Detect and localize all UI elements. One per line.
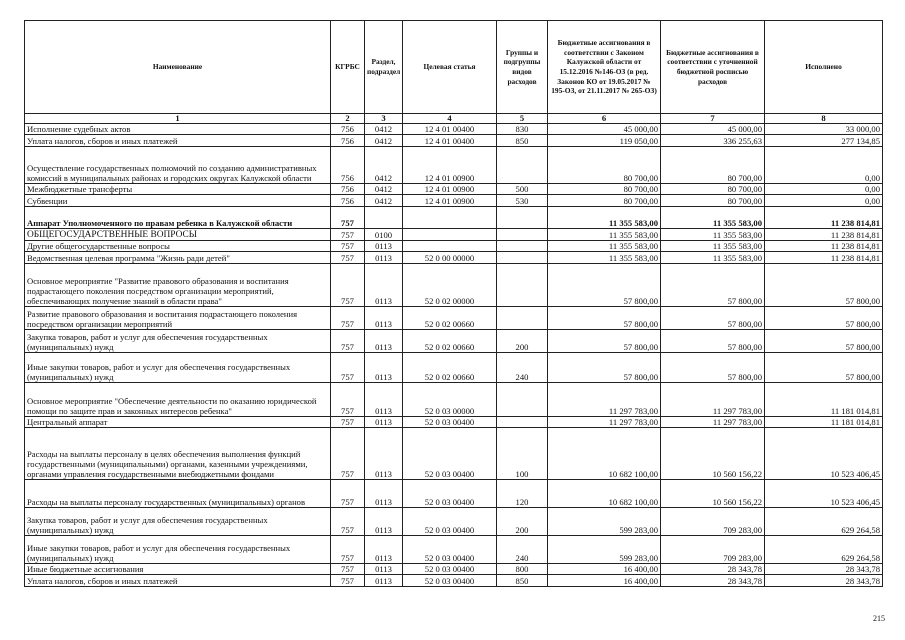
- row-executed-amount: 11 238 814,81: [765, 252, 883, 264]
- row-group: 830: [497, 124, 548, 135]
- row-executed-amount: 0,00: [765, 195, 883, 207]
- row-group: [497, 241, 548, 252]
- row-executed-amount: 11 238 814,81: [765, 229, 883, 241]
- row-name: Иные закупки товаров, работ и услуг для обеспечения государственных (муниципальных) нужд: [25, 536, 331, 564]
- row-section: 0113: [365, 353, 403, 383]
- row-refined-amount: 57 800,00: [661, 307, 765, 330]
- row-approved-amount: 57 800,00: [548, 353, 661, 383]
- row-kgrbs: 757: [331, 536, 365, 564]
- row-name: Развитие правового образования и воспитания подрастающего поколения посредством организации мероприятий: [25, 307, 331, 330]
- row-section: 0113: [365, 383, 403, 417]
- col-header-section: Раздел, подраздел: [365, 21, 403, 114]
- row-target: 52 0 03 00400: [403, 575, 497, 587]
- col-header-name: Наименование: [25, 21, 331, 114]
- table-row: [25, 330, 883, 353]
- row-target: 12 4 01 00400: [403, 124, 497, 135]
- row-approved-amount: 11 297 783,00: [548, 417, 661, 428]
- row-target: [403, 241, 497, 252]
- col-header-target: Целевая статья: [403, 21, 497, 114]
- row-group: 240: [497, 536, 548, 564]
- row-name: Исполнение судебных актов: [25, 124, 331, 135]
- row-group: 120: [497, 480, 548, 508]
- row-target: 52 0 02 00660: [403, 307, 497, 330]
- row-refined-amount: 80 700,00: [661, 184, 765, 195]
- row-target: 52 0 03 00400: [403, 428, 497, 480]
- row-approved-amount: 119 050,00: [548, 135, 661, 147]
- row-group: 850: [497, 135, 548, 147]
- col-header-approved: Бюджетные ассигнования в соответствии с Законом Калужской области от 15.12.2016 №146-ОЗ (в ред. Законов КО от 19.05.2017 № 195-ОЗ, от 21.11.2017 № 265-ОЗ): [548, 21, 661, 114]
- row-section: 0113: [365, 307, 403, 330]
- row-refined-amount: 336 255,63: [661, 135, 765, 147]
- table-row: [25, 207, 883, 229]
- row-executed-amount: 11 181 014,81: [765, 417, 883, 428]
- row-approved-amount: 11 355 583,00: [548, 207, 661, 229]
- row-target: 52 0 03 00000: [403, 383, 497, 417]
- col-header-executed: Исполнено: [765, 21, 883, 114]
- row-refined-amount: 11 355 583,00: [661, 252, 765, 264]
- row-kgrbs: 757: [331, 383, 365, 417]
- col-header-refined: Бюджетные ассигнования в соответствии с уточненной бюджетной росписью расходов: [661, 21, 765, 114]
- row-refined-amount: 11 297 783,00: [661, 417, 765, 428]
- row-kgrbs: 757: [331, 229, 365, 241]
- row-executed-amount: 0,00: [765, 184, 883, 195]
- row-name: Субвенции: [25, 195, 331, 207]
- col-number: 4: [403, 114, 497, 124]
- row-kgrbs: 757: [331, 307, 365, 330]
- row-executed-amount: 33 000,00: [765, 124, 883, 135]
- row-name: Аппарат Уполномоченного по правам ребенка в Калужской области: [25, 207, 331, 229]
- row-approved-amount: 57 800,00: [548, 264, 661, 307]
- row-approved-amount: 16 400,00: [548, 575, 661, 587]
- col-number: 3: [365, 114, 403, 124]
- table-row: [25, 241, 883, 252]
- row-executed-amount: 11 238 814,81: [765, 241, 883, 252]
- row-section: 0113: [365, 330, 403, 353]
- row-group: [497, 383, 548, 417]
- row-executed-amount: 11 181 014,81: [765, 383, 883, 417]
- row-section: 0412: [365, 135, 403, 147]
- row-approved-amount: 11 355 583,00: [548, 229, 661, 241]
- row-section: 0412: [365, 147, 403, 184]
- row-group: 800: [497, 564, 548, 575]
- row-refined-amount: 57 800,00: [661, 353, 765, 383]
- row-target: 52 0 02 00660: [403, 330, 497, 353]
- row-executed-amount: 28 343,78: [765, 564, 883, 575]
- table-body: [25, 124, 883, 587]
- row-name: Центральный аппарат: [25, 417, 331, 428]
- row-group: [497, 417, 548, 428]
- row-approved-amount: 80 700,00: [548, 184, 661, 195]
- row-group: 240: [497, 353, 548, 383]
- row-name: Уплата налогов, сборов и иных платежей: [25, 135, 331, 147]
- row-approved-amount: 80 700,00: [548, 147, 661, 184]
- row-kgrbs: 757: [331, 264, 365, 307]
- row-name: Основное мероприятие "Обеспечение деятельности по оказанию юридической помощи по защите прав и законных интересов ребенка": [25, 383, 331, 417]
- row-target: 52 0 03 00400: [403, 536, 497, 564]
- row-executed-amount: 57 800,00: [765, 353, 883, 383]
- row-approved-amount: 57 800,00: [548, 330, 661, 353]
- row-section: 0100: [365, 229, 403, 241]
- row-name: Иные закупки товаров, работ и услуг для обеспечения государственных (муниципальных) нужд: [25, 353, 331, 383]
- row-refined-amount: 57 800,00: [661, 330, 765, 353]
- table-row: [25, 252, 883, 264]
- row-section: 0113: [365, 241, 403, 252]
- col-number: 6: [548, 114, 661, 124]
- row-name: Иные бюджетные ассигнования: [25, 564, 331, 575]
- row-executed-amount: 57 800,00: [765, 307, 883, 330]
- row-target: 52 0 02 00000: [403, 264, 497, 307]
- column-number-row: [25, 114, 883, 124]
- row-refined-amount: 28 343,78: [661, 564, 765, 575]
- table-row: [25, 575, 883, 587]
- row-refined-amount: 709 283,00: [661, 508, 765, 536]
- row-group: 200: [497, 330, 548, 353]
- row-kgrbs: 757: [331, 252, 365, 264]
- table-row: [25, 536, 883, 564]
- row-approved-amount: 11 355 583,00: [548, 241, 661, 252]
- row-name: Закупка товаров, работ и услуг для обеспечения государственных (муниципальных) нужд: [25, 508, 331, 536]
- row-executed-amount: 57 800,00: [765, 264, 883, 307]
- row-section: 0113: [365, 428, 403, 480]
- row-executed-amount: 11 238 814,81: [765, 207, 883, 229]
- budget-table: [24, 20, 883, 587]
- row-section: 0412: [365, 195, 403, 207]
- col-number: 5: [497, 114, 548, 124]
- row-name: Межбюджетные трансферты: [25, 184, 331, 195]
- row-target: [403, 207, 497, 229]
- row-refined-amount: 80 700,00: [661, 195, 765, 207]
- table-row: [25, 508, 883, 536]
- row-target: 52 0 02 00660: [403, 353, 497, 383]
- row-kgrbs: 757: [331, 508, 365, 536]
- table-row: [25, 564, 883, 575]
- row-kgrbs: 757: [331, 417, 365, 428]
- row-kgrbs: 757: [331, 353, 365, 383]
- row-group: 200: [497, 508, 548, 536]
- row-group: [497, 229, 548, 241]
- row-kgrbs: 757: [331, 480, 365, 508]
- col-number: 8: [765, 114, 883, 124]
- row-executed-amount: 10 523 406,45: [765, 428, 883, 480]
- row-kgrbs: 757: [331, 428, 365, 480]
- table-row: [25, 428, 883, 480]
- row-refined-amount: 11 355 583,00: [661, 229, 765, 241]
- table-row: [25, 147, 883, 184]
- row-approved-amount: 45 000,00: [548, 124, 661, 135]
- row-target: 52 0 00 00000: [403, 252, 497, 264]
- row-executed-amount: 277 134,85: [765, 135, 883, 147]
- row-group: 500: [497, 184, 548, 195]
- table-row: [25, 417, 883, 428]
- table-row: [25, 195, 883, 207]
- row-approved-amount: 11 355 583,00: [548, 252, 661, 264]
- row-refined-amount: 709 283,00: [661, 536, 765, 564]
- row-section: 0412: [365, 124, 403, 135]
- row-kgrbs: 756: [331, 135, 365, 147]
- col-header-kgrbs: КГРБС: [331, 21, 365, 114]
- row-name: Расходы на выплаты персоналу государственных (муниципальных) органов: [25, 480, 331, 508]
- row-section: 0113: [365, 536, 403, 564]
- row-approved-amount: 16 400,00: [548, 564, 661, 575]
- row-kgrbs: 756: [331, 195, 365, 207]
- row-target: 12 4 01 00400: [403, 135, 497, 147]
- table-row: [25, 480, 883, 508]
- row-approved-amount: 599 283,00: [548, 536, 661, 564]
- row-executed-amount: 57 800,00: [765, 330, 883, 353]
- col-number: 2: [331, 114, 365, 124]
- row-group: [497, 207, 548, 229]
- row-target: [403, 229, 497, 241]
- row-refined-amount: 57 800,00: [661, 264, 765, 307]
- row-section: 0113: [365, 252, 403, 264]
- row-executed-amount: 28 343,78: [765, 575, 883, 587]
- row-target: 52 0 03 00400: [403, 508, 497, 536]
- table-row: [25, 383, 883, 417]
- row-approved-amount: 11 297 783,00: [548, 383, 661, 417]
- col-header-group: Группы и подгруппы видов расходов: [497, 21, 548, 114]
- page-number: 215: [873, 614, 885, 623]
- row-kgrbs: 757: [331, 564, 365, 575]
- row-refined-amount: 10 560 156,22: [661, 480, 765, 508]
- row-kgrbs: 756: [331, 124, 365, 135]
- row-kgrbs: 756: [331, 184, 365, 195]
- row-group: [497, 307, 548, 330]
- row-executed-amount: 629 264,58: [765, 508, 883, 536]
- row-refined-amount: 80 700,00: [661, 147, 765, 184]
- row-target: 12 4 01 00900: [403, 184, 497, 195]
- row-approved-amount: 57 800,00: [548, 307, 661, 330]
- row-kgrbs: 757: [331, 330, 365, 353]
- row-group: 100: [497, 428, 548, 480]
- header-row: [25, 21, 883, 114]
- row-target: 12 4 01 00900: [403, 195, 497, 207]
- col-number: 7: [661, 114, 765, 124]
- row-refined-amount: 11 355 583,00: [661, 241, 765, 252]
- row-refined-amount: 11 297 783,00: [661, 383, 765, 417]
- row-approved-amount: 10 682 100,00: [548, 480, 661, 508]
- row-name: Уплата налогов, сборов и иных платежей: [25, 575, 331, 587]
- row-approved-amount: 10 682 100,00: [548, 428, 661, 480]
- row-kgrbs: 756: [331, 147, 365, 184]
- row-group: [497, 252, 548, 264]
- row-executed-amount: 0,00: [765, 147, 883, 184]
- row-kgrbs: 757: [331, 241, 365, 252]
- row-name: Осуществление государственных полномочий по созданию административных комиссий в муниципальных районах и городских округах Калужской области: [25, 147, 331, 184]
- row-name: Ведомственная целевая программа "Жизнь ради детей": [25, 252, 331, 264]
- table-row: [25, 135, 883, 147]
- table-row: [25, 124, 883, 135]
- row-section: 0113: [365, 564, 403, 575]
- row-refined-amount: 10 560 156,22: [661, 428, 765, 480]
- table-row: [25, 264, 883, 307]
- row-target: 52 0 03 00400: [403, 417, 497, 428]
- row-name: Закупка товаров, работ и услуг для обеспечения государственных (муниципальных) нужд: [25, 330, 331, 353]
- row-approved-amount: 80 700,00: [548, 195, 661, 207]
- row-section: 0113: [365, 575, 403, 587]
- row-target: 12 4 01 00900: [403, 147, 497, 184]
- row-name: Другие общегосударственные вопросы: [25, 241, 331, 252]
- row-refined-amount: 28 343,78: [661, 575, 765, 587]
- row-refined-amount: 45 000,00: [661, 124, 765, 135]
- row-section: [365, 207, 403, 229]
- row-approved-amount: 599 283,00: [548, 508, 661, 536]
- row-section: 0113: [365, 417, 403, 428]
- row-name: Основное мероприятие "Развитие правового образования и воспитания подрастающего поколения посредством организации мероприятий, обеспечивающих получение знаний в области права": [25, 264, 331, 307]
- row-group: 850: [497, 575, 548, 587]
- row-name: ОБЩЕГОСУДАРСТВЕННЫЕ ВОПРОСЫ: [25, 229, 331, 241]
- table-row: [25, 229, 883, 241]
- row-group: [497, 264, 548, 307]
- row-group: [497, 147, 548, 184]
- row-target: 52 0 03 00400: [403, 564, 497, 575]
- table-row: [25, 307, 883, 330]
- table-row: [25, 184, 883, 195]
- row-executed-amount: 10 523 406,45: [765, 480, 883, 508]
- row-section: 0113: [365, 508, 403, 536]
- row-section: 0113: [365, 480, 403, 508]
- row-group: 530: [497, 195, 548, 207]
- col-number: 1: [25, 114, 331, 124]
- row-target: 52 0 03 00400: [403, 480, 497, 508]
- row-executed-amount: 629 264,58: [765, 536, 883, 564]
- row-section: 0113: [365, 264, 403, 307]
- row-kgrbs: 757: [331, 575, 365, 587]
- row-name: Расходы на выплаты персоналу в целях обеспечения выполнения функций государственными (муниципальными) органами, казенными учреждениями, органами управления государственными внебюджетными фондами: [25, 428, 331, 480]
- table-row: [25, 353, 883, 383]
- row-kgrbs: 757: [331, 207, 365, 229]
- row-section: 0412: [365, 184, 403, 195]
- row-refined-amount: 11 355 583,00: [661, 207, 765, 229]
